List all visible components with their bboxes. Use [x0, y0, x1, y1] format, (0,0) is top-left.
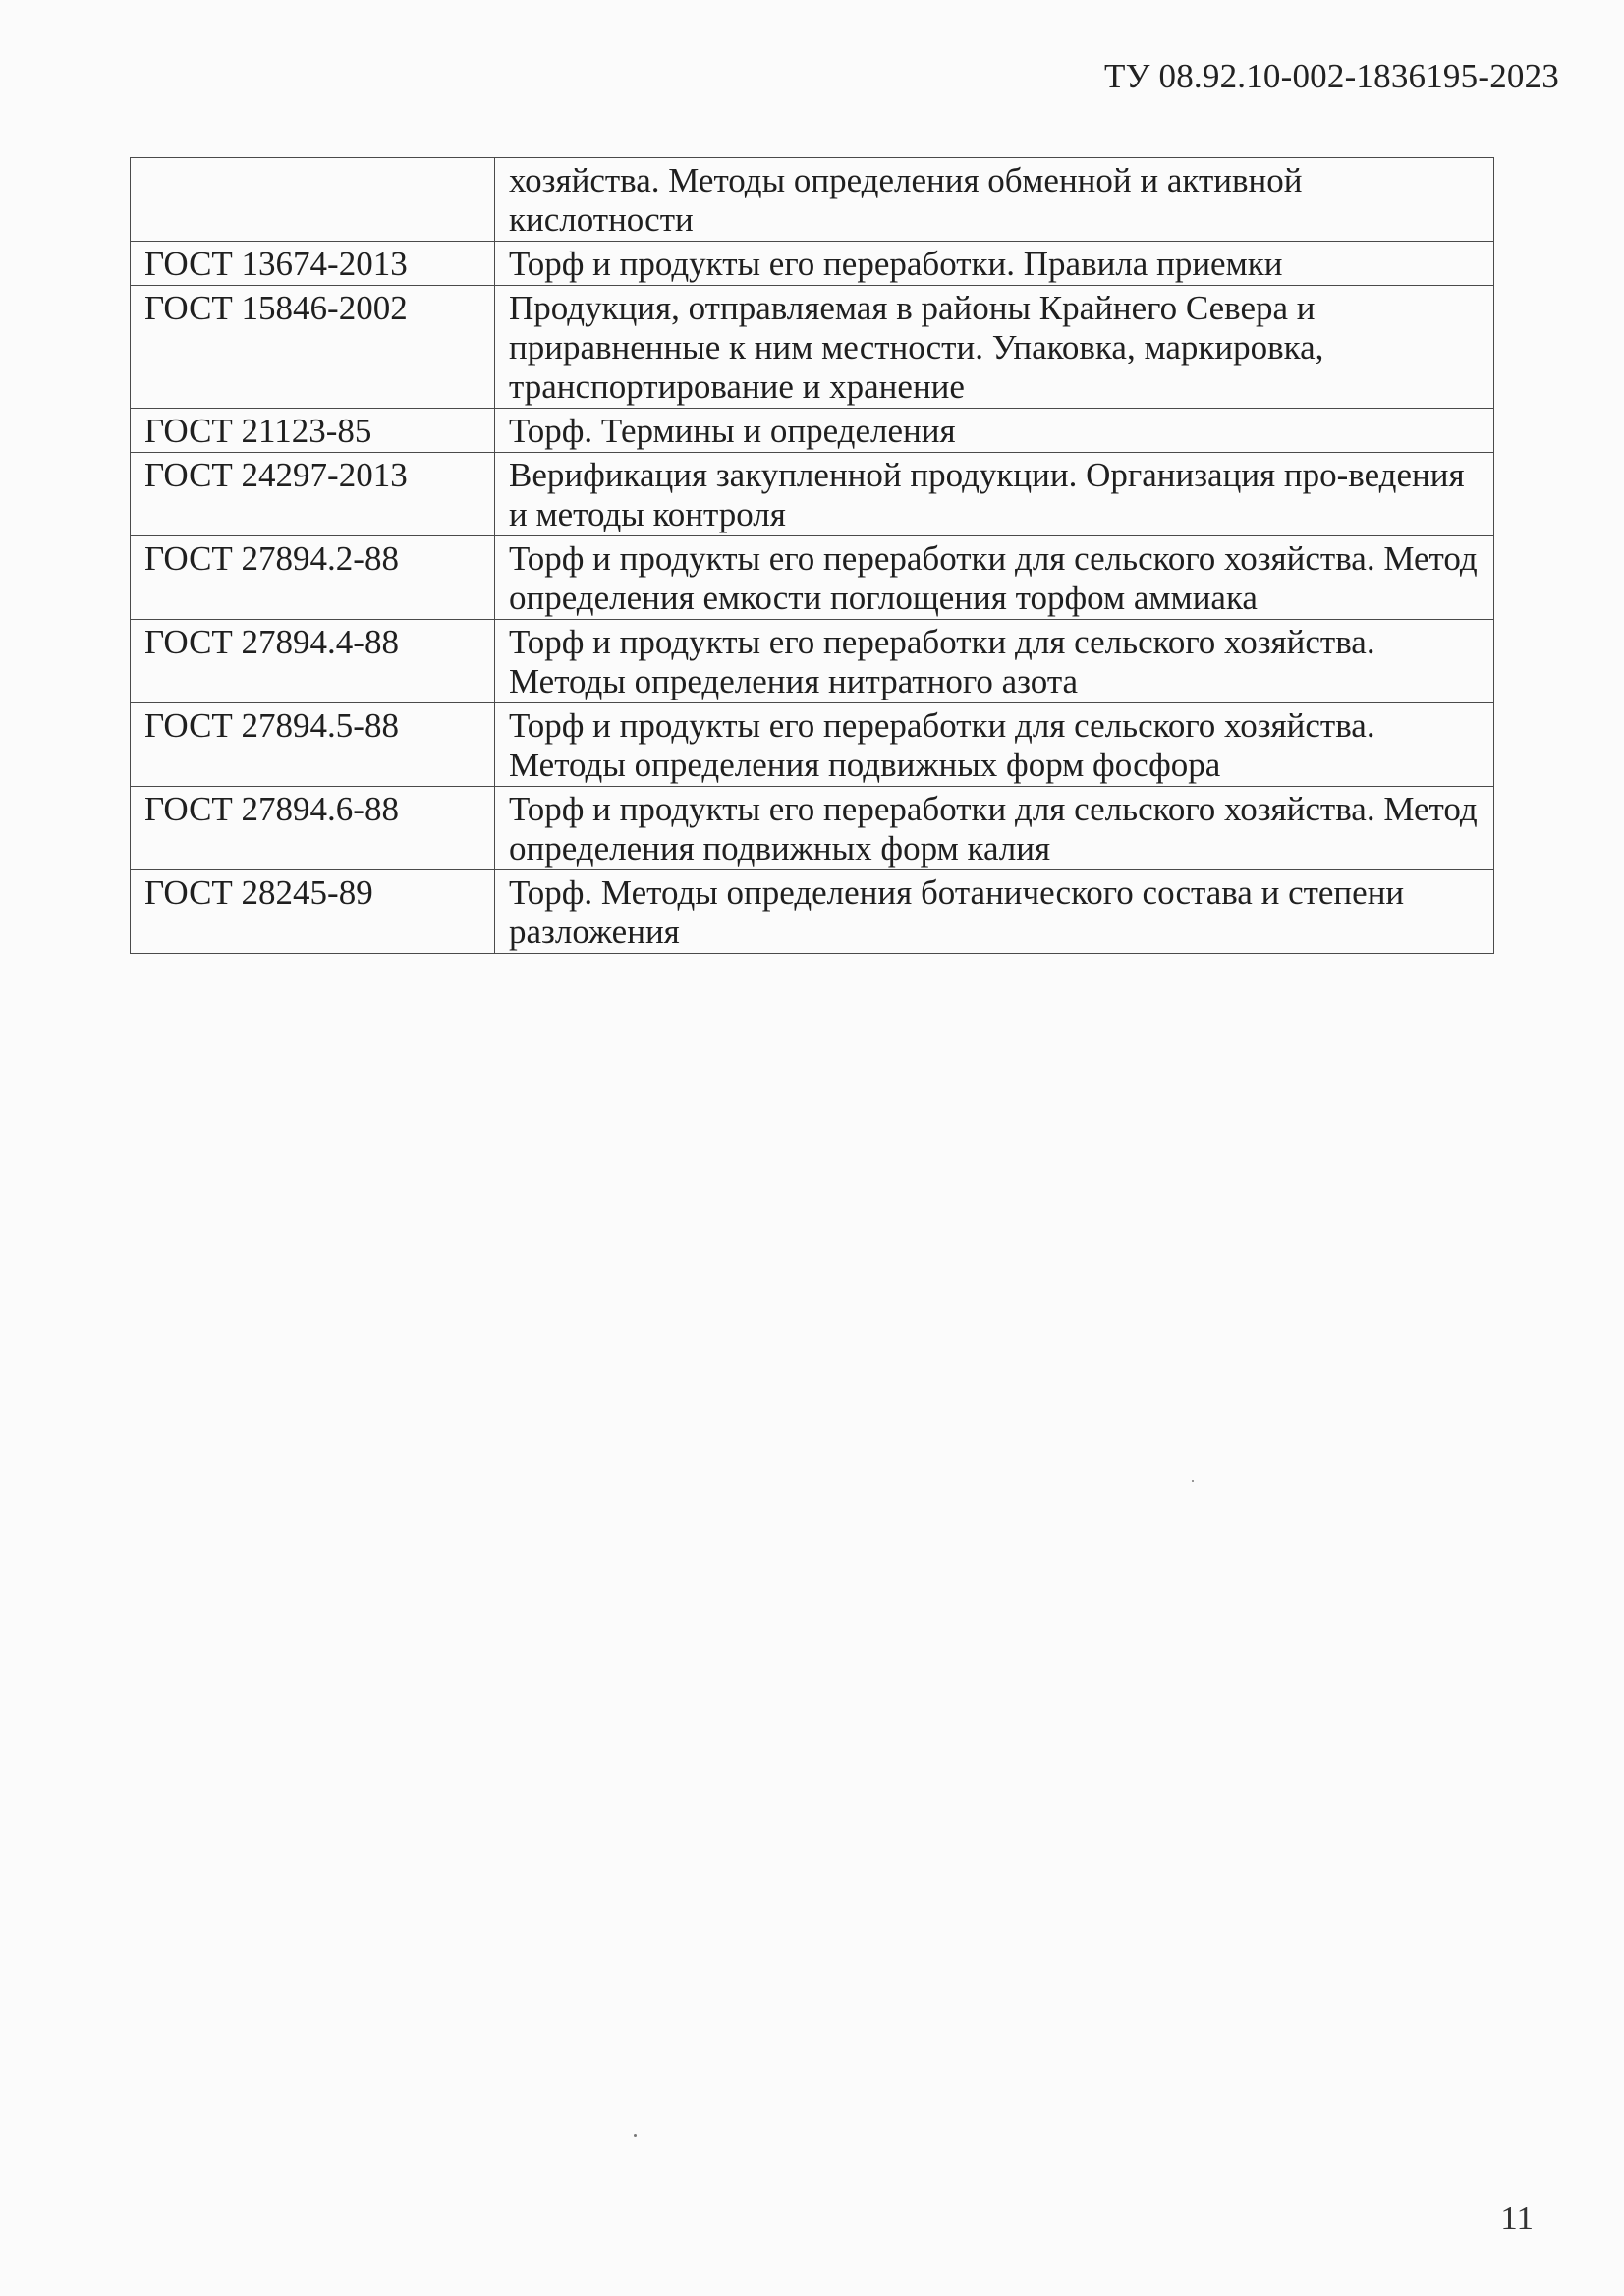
table-row — [131, 787, 1494, 870]
standard-title-cell: Торф. Термины и определения — [495, 409, 1494, 453]
document-code: ТУ 08.92.10-002-1836195-2023 — [1104, 57, 1559, 95]
standard-title-cell: Верификация закупленной продукции. Организация про-ведения и методы контроля — [495, 453, 1494, 536]
scan-speck — [1192, 1480, 1194, 1482]
normative-references-table — [130, 157, 1494, 954]
standard-code-cell: ГОСТ 15846-2002 — [131, 286, 495, 409]
standard-title-cell: Торф. Методы определения ботанического состава и степени разложения — [495, 870, 1494, 954]
standard-code-cell: ГОСТ 27894.6-88 — [131, 787, 495, 870]
scan-speck — [634, 2134, 637, 2137]
standard-title-cell: Торф и продукты его переработки для сельского хозяйства. Метод определения емкости поглощения торфом аммиака — [495, 536, 1494, 620]
table-row — [131, 703, 1494, 787]
standard-code-cell — [131, 158, 495, 242]
table-row — [131, 286, 1494, 409]
standard-code-cell: ГОСТ 27894.2-88 — [131, 536, 495, 620]
table-row — [131, 536, 1494, 620]
standard-code-cell: ГОСТ 21123-85 — [131, 409, 495, 453]
standard-title-cell: хозяйства. Методы определения обменной и активной кислотности — [495, 158, 1494, 242]
standard-title-cell: Продукция, отправляемая в районы Крайнего Севера и приравненные к ним местности. Упаковка, маркировка, транспортирование и хранение — [495, 286, 1494, 409]
standard-title-cell: Торф и продукты его переработки для сельского хозяйства. Метод определения подвижных форм калия — [495, 787, 1494, 870]
table-row — [131, 242, 1494, 286]
standard-title-cell: Торф и продукты его переработки для сельского хозяйства. Методы определения подвижных форм фосфора — [495, 703, 1494, 787]
standard-title-cell: Торф и продукты его переработки для сельского хозяйства. Методы определения нитратного азота — [495, 620, 1494, 703]
standard-code-cell: ГОСТ 27894.5-88 — [131, 703, 495, 787]
page-number: 11 — [1500, 2199, 1534, 2237]
table-row — [131, 158, 1494, 242]
table-row — [131, 870, 1494, 954]
table-row — [131, 620, 1494, 703]
table-row — [131, 409, 1494, 453]
standard-code-cell: ГОСТ 27894.4-88 — [131, 620, 495, 703]
standard-code-cell: ГОСТ 13674-2013 — [131, 242, 495, 286]
standard-title-cell: Торф и продукты его переработки. Правила приемки — [495, 242, 1494, 286]
table-row — [131, 453, 1494, 536]
standard-code-cell: ГОСТ 28245-89 — [131, 870, 495, 954]
standard-code-cell: ГОСТ 24297-2013 — [131, 453, 495, 536]
